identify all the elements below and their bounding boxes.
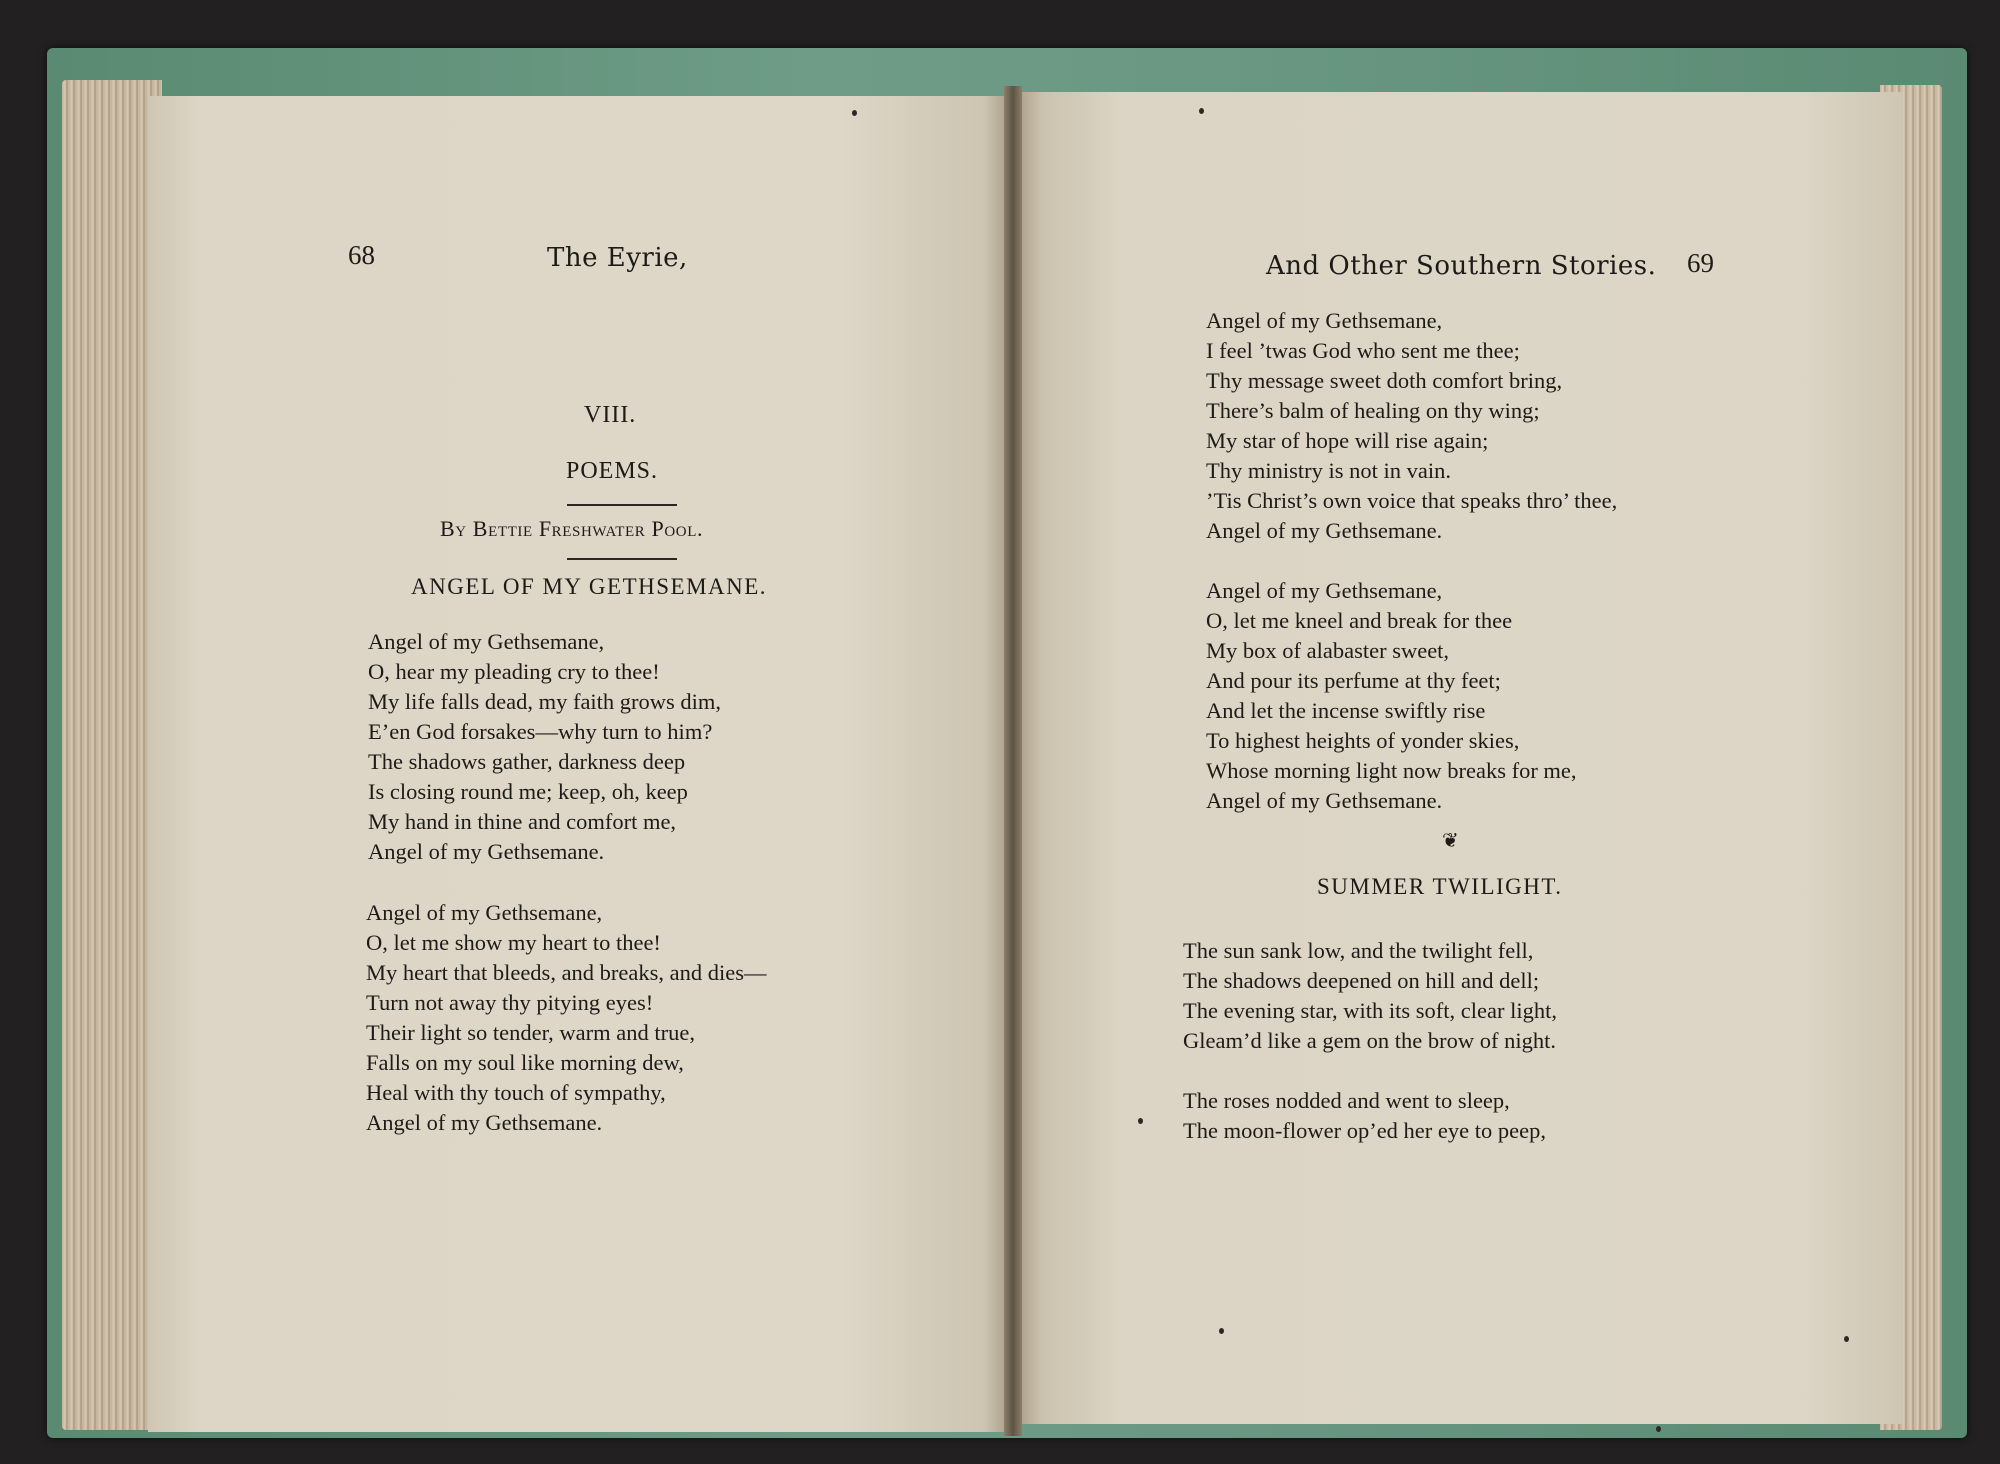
poem-line: Heal with thy touch of sympathy, [366,1080,666,1105]
poem-line: And pour its perfume at thy feet; [1206,668,1501,693]
poem-line: Turn not away thy pitying eyes! [366,990,654,1015]
poem-line: O, let me kneel and break for thee [1206,608,1513,633]
poem-line: To highest heights of yonder skies, [1206,728,1520,753]
poem-line: I feel ’twas God who sent me thee; [1206,338,1520,363]
poem-line: Is closing round me; keep, oh, keep [368,779,688,804]
poem-line: Whose morning light now breaks for me, [1206,758,1577,783]
poem-line: My hand in thine and comfort me, [368,809,677,834]
poem-line: Angel of my Gethsemane. [1206,788,1443,813]
rule-below-byline [567,558,677,560]
poem-line: The moon-flower op’ed her eye to peep, [1183,1118,1546,1143]
right-stanza-2 [1206,576,1577,816]
author-byline: By Bettie Freshwater Pool. [440,516,704,541]
poem-line: E’en God forsakes—why turn to him? [368,719,713,744]
poem-line: Angel of my Gethsemane. [368,839,605,864]
poem-line: Angel of my Gethsemane, [1206,308,1443,333]
left-page-number: 68 [348,240,375,270]
ink-speck [1138,1118,1143,1124]
poem-line: The shadows gather, darkness deep [368,749,686,774]
ink-speck [1219,1328,1224,1334]
poem-line: My star of hope will rise again; [1206,428,1489,453]
left-stanza-2 [366,898,767,1138]
poem-line: Falls on my soul like morning dew, [366,1050,684,1075]
left-running-head: The Eyrie, [547,243,688,273]
ink-speck [852,110,857,116]
section-title: POEMS. [566,458,659,484]
poem-line: The evening star, with its soft, clear light, [1183,998,1558,1023]
poem-title: ANGEL OF MY GETHSEMANE. [411,574,768,599]
poem-line: Angel of my Gethsemane. [366,1110,603,1135]
poem-line: O, let me show my heart to thee! [366,930,661,955]
poem-line: Angel of my Gethsemane, [1206,578,1443,603]
left-stanza-1 [368,627,721,867]
poem-line: My heart that bleeds, and breaks, and dies— [366,960,767,985]
poem-line: Thy message sweet doth comfort bring, [1206,368,1563,393]
ornament-icon: ❦ [1442,830,1459,852]
poem-line: And let the incense swiftly rise [1206,698,1486,723]
poem-line: The sun sank low, and the twilight fell, [1183,938,1534,963]
poem-line: ’Tis Christ’s own voice that speaks thro’ thee, [1206,488,1618,513]
ink-speck [1656,1426,1661,1432]
ink-speck [1199,108,1204,114]
poem-line: Gleam’d like a gem on the brow of night. [1183,1028,1557,1053]
poem2-stanza-2 [1183,1086,1546,1146]
book-gutter [1004,86,1022,1436]
poem-line: The roses nodded and went to sleep, [1183,1088,1510,1113]
poem-line: Thy ministry is not in vain. [1206,458,1451,483]
poem-line: There’s balm of healing on thy wing; [1206,398,1540,423]
page-edges-left [62,80,162,1430]
section-number: VIII. [584,402,637,428]
poem-line: Angel of my Gethsemane. [1206,518,1443,543]
right-stanza-1 [1206,306,1617,546]
poem2-stanza-1 [1183,936,1557,1056]
poem-line: Angel of my Gethsemane, [366,900,603,925]
right-page-number: 69 [1687,248,1714,278]
right-running-head: And Other Southern Stories. [1266,251,1657,281]
ink-speck [1844,1336,1849,1342]
poem-line: Their light so tender, warm and true, [366,1020,695,1045]
poem-line: My box of alabaster sweet, [1206,638,1450,663]
poem-line: O, hear my pleading cry to thee! [368,659,660,684]
rule-above-byline [567,504,677,506]
poem-line: Angel of my Gethsemane, [368,629,605,654]
poem-line: The shadows deepened on hill and dell; [1183,968,1540,993]
poem2-title: SUMMER TWILIGHT. [1317,874,1563,899]
poem-line: My life falls dead, my faith grows dim, [368,689,722,714]
